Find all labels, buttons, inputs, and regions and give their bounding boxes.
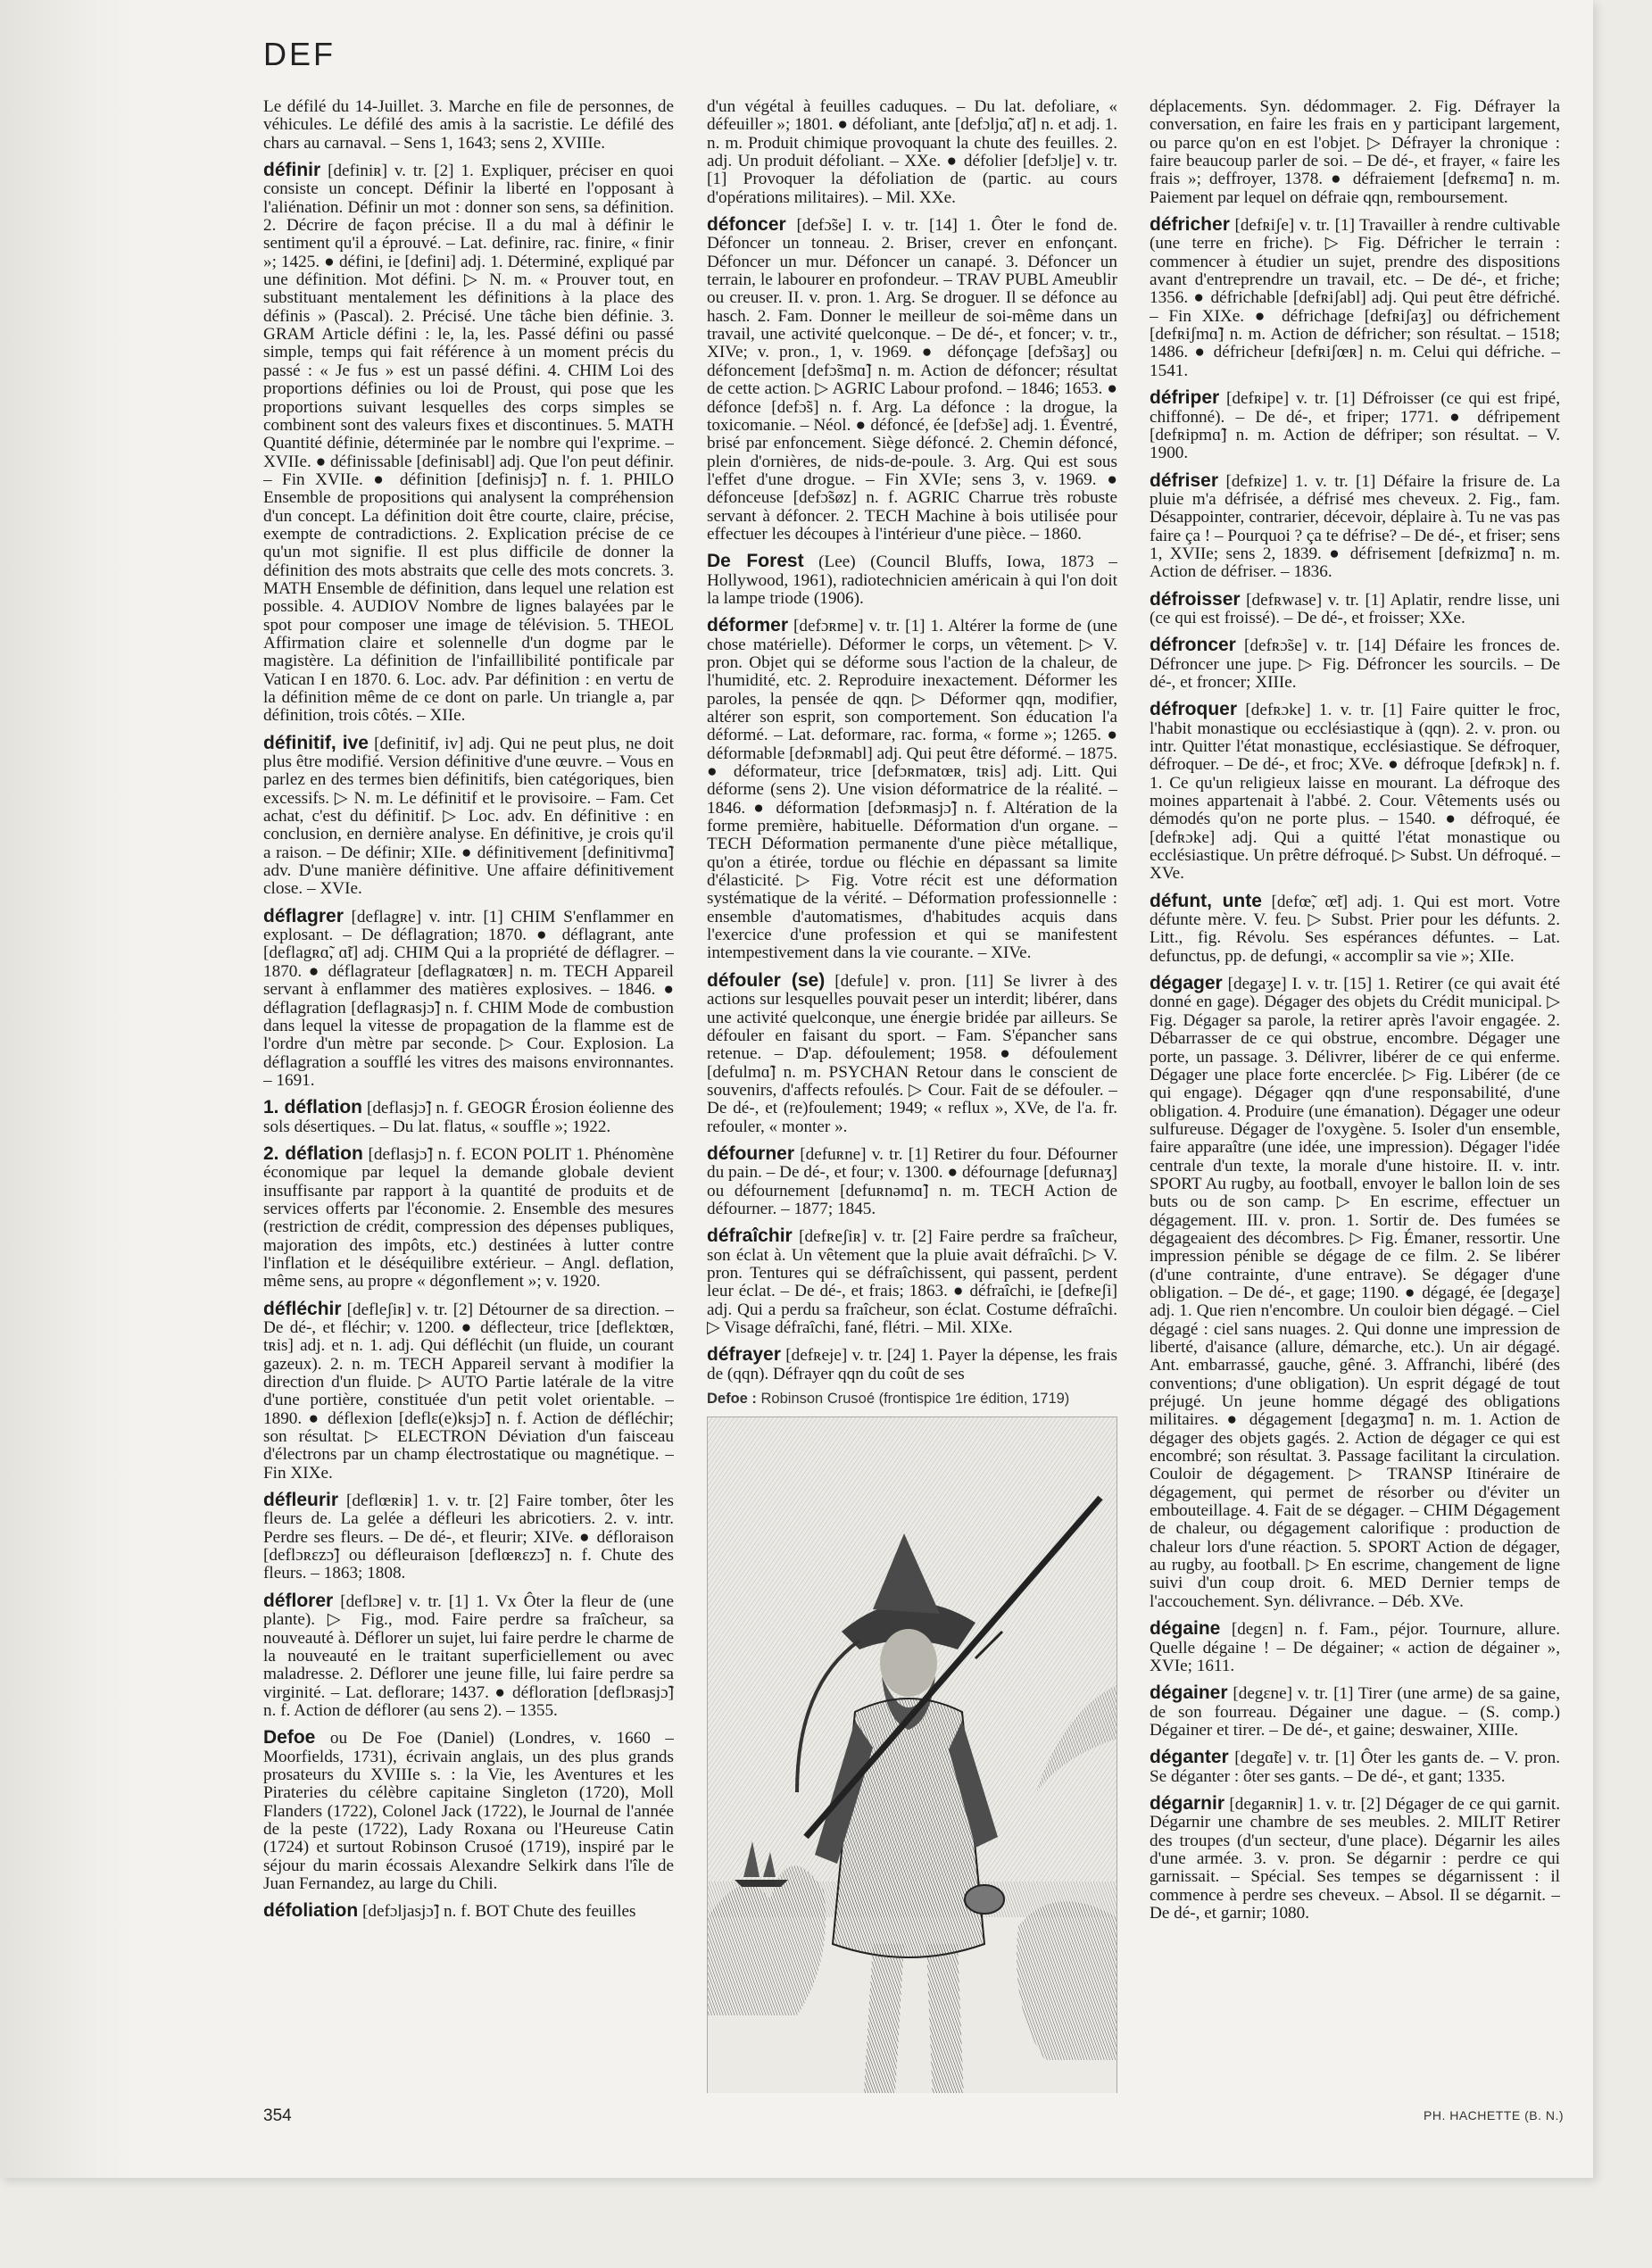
dictionary-entry	[1150, 215, 1560, 380]
entry-headword: déflorer	[263, 1590, 334, 1611]
column-3	[1150, 98, 1560, 2093]
dictionary-entry	[1150, 1748, 1560, 1786]
entry-definition: [definiʀ] v. tr. [2] 1. Expliquer, préciser en quoi consiste un concept. Définir la liberté en l'opposant à l'aliénation. Définir un mot : donner son sens, sa définition. 2. Décrire de façon précise. Il a du mal à définir le sentiment qu'il a éprouvé. – Lat. definire, rac. finire, « finir »; 1425. ● défini, ie [defini] adj. 1. Déterminé, expliqué par une définition. Mot défini. ▷ N. m. « Prouver tout, en substituant mentalement les définitions à la place des définis » (Pascal). 2. Précisé. Une tâche bien définie. 3. GRAM Article défini : le, la, les. Passé défini ou passé simple, temps qui fait référence à un moment précis du passé : « Je fus » est un passé défini. 4. CHIM Loi des proportions définies ou loi de Proust, qui pose que les proportions suivant lesquelles des corps simples se combinent sont des valeurs fixes et discontinues. 5. MATH Quantité définie, déterminée par le nombre qui l'exprime. – XVIIe. ● définissable [definisabl] adj. Que l'on peut définir. – Fin XVIIe. ● définition [definisjɔ̃] n. f. 1. PHILO Ensemble de propositions qui analysent la compréhension d'un concept. La définition doit être courte, claire, précise, exempte de contradictions. 2. Explication précise de ce qu'un mot signifie. Il est plus difficile de donner la définition des mots abstraits que celle des mots concrets. 3. MATH Ensemble de définition, dans lequel une relation est possible. 4. AUDIOV Nombre de lignes balayées par le spot pour composer une image de télévision. 5. THEOL Affirmation claire et solennelle d'un dogme par le magistère. La définition de l'infaillibilité pontificale par Vatican I en 1870. 6. Loc. adv. Par définition : en vertu de la définition même de ce dont on parle. Un triangle a, par définition, trois côtés. – XIIe.	[263, 162, 674, 726]
column-2-entries	[707, 98, 1117, 1383]
entry-definition: [deflasjɔ̃] n. f. GEOGR Érosion éolienne des sols désertiques. – Du lat. flatus, « souffle »; 1922.	[263, 1099, 674, 1136]
figure-caption-label: Defoe :	[707, 1391, 757, 1408]
entry-headword: défriper	[1150, 387, 1220, 409]
dictionary-entry	[263, 161, 674, 726]
dictionary-entry	[263, 1591, 674, 1720]
robinson-crusoe-engraving	[707, 1416, 1117, 2093]
entry-definition: Le défilé du 14-Juillet. 3. Marche en file de personnes, de véhicules. Le défilé des amis à la sacristie. Le défilé des chars au carnaval. – Sens 1, 1643; sens 2, XVIIIe.	[263, 98, 674, 153]
entry-definition: [defɔ̃se] I. v. tr. [14] 1. Ôter le fond de. Défoncer un tonneau. 2. Briser, crever en enfonçant. Défoncer un mur. Défoncer un canapé. 3. Défoncer un terrain, le labourer en profondeur. – TRAV PUBL Ameublir ou creuser. II. v. pron. 1. Arg. Se droguer. Il se défonce au hasch. 2. Fam. Donner le meilleur de soi-même dans un travail, une activité quelconque. – De dé-, et foncer; v. tr., XIVe; v. pron., 1, v. 1969. ● défonçage [defɔ̃saʒ] ou défoncement [defɔ̃smɑ̃] n. m. Action de défoncer; résultat de cette action. ▷ AGRIC Labour profond. – 1846; 1653. ● défonce [defɔ̃s] n. f. Arg. La défonce : la drogue, la toxicomanie. – Néol. ● défoncé, ée [defɔ̃se] adj. 1. Éventré, brisé par enfoncement. Siège défoncé. 2. Chemin défoncé, plein d'ornières, de nids-de-poule. 3. Arg. Qui est sous l'effet d'une drogue. – Fin XVIe; sens 3, v. 1969. ● défonceuse [defɔ̃søz] n. f. AGRIC Charrue très robuste servant à défoncer. 2. TECH Machine à bois utilisée pour effectuer les découpes à l'intérieur d'une pièce. – 1860.	[707, 216, 1117, 544]
dictionary-entry	[1150, 590, 1560, 628]
column-1	[263, 98, 674, 2093]
entry-definition: [degɛn] n. f. Fam., péjor. Tournure, allure. Quelle dégaine ! – De dégainer; « action de dégainer », XVIe; 1611.	[1150, 1620, 1560, 1675]
dictionary-entry	[263, 907, 674, 1090]
entry-headword: défroncer	[1150, 635, 1236, 656]
entry-headword: Defoe	[263, 1727, 316, 1749]
dictionary-entry	[263, 1728, 674, 1893]
entry-headword: défroquer	[1150, 699, 1238, 720]
entry-definition: [defule] v. pron. [11] Se livrer à des actions sur lesquelles pouvait peser un interdit; libérer, dans une activité quelconque, une énergie bridée par ailleurs. Se défouler en faisant du sport. – Fam. S'épancher sans retenue. – D'ap. défoulement; 1958. ● défoulement [defulmɑ̃] n. m. PSYCHAN Retour dans le conscient de souvenirs, d'affects refoulés. ▷ Cour. Fait de se défouler. – De dé-, et (re)foulement; 1949; « reflux », XVe, de l'a. fr. refouler, « monter ».	[707, 971, 1117, 1136]
entry-definition: [defɔʀme] v. tr. [1] 1. Altérer la forme de (une chose matérielle). Déformer le corps, un vêtement. ▷ V. pron. Objet qui se déforme sous l'action de la chaleur, de l'humidité, etc. 2. Reproduire inexactement. Déformer les paroles, la pensée de qqn. ▷ Déformer qqn, modifier, altérer son esprit, son comportement. Son éducation l'a déformé. – Lat. deformare, rac. forma, « forme »; 1265. ● déformable [defɔʀmabl] adj. Qui peut être déformé. – 1875. ● déformateur, trice [defɔʀmatœʀ, tʀis] adj. Litt. Qui déforme (sens 2). Une vision déformatrice de la réalité. – 1846. ● déformation [defɔʀmasjɔ̃] n. f. Altération de la forme première, habituelle. Déformation d'un organe. – TECH Déformation permanente d'une pièce métallique, qu'on a étirée, tordue ou fléchie en dépassant sa limite d'élasticité. ▷ Fig. Votre récit est une déformation systématique de la vérité. – Déformation professionnelle : ensemble d'automatismes, d'habitudes acquis dans l'exercice d'une profession et qui se manifestent intempestivement dans la vie courante. – XIVe.	[707, 617, 1117, 963]
dictionary-entry	[1150, 636, 1560, 692]
entry-headword: dégainer	[1150, 1682, 1228, 1704]
entry-definition: [defleʃiʀ] v. tr. [2] Détourner de sa direction. – De dé-, et fléchir; v. 1200. ● déflecteur, trice [deflɛktœʀ, tʀis] adj. et n. 1. adj. Qui défléchit (un fluide, un courant gazeux). 2. n. m. TECH Appareil servant à modifier la direction d'un fluide. ▷ AUTO Partie latérale de la vitre d'une portière, constituée d'un petit volet orientable. – 1890. ● déflexion [deflɛ(e)ksjɔ̃] n. f. Action de défléchir; son résultat. ▷ ELECTRON Déviation d'un faisceau d'électrons par un champ électrostatique ou magnétique. – Fin XIXe.	[263, 1300, 674, 1483]
entry-headword: défoliation	[263, 1900, 359, 1922]
entry-definition: [deflɔʀe] v. tr. [1] 1. Vx Ôter la fleur de (une plante). ▷ Fig., mod. Faire perdre sa fraîcheur, sa nouveauté à. Déflorer un sujet, lui faire perdre le charme de la nouveauté en le traitant superficiellement ou avec maladresse. 2. Déflorer une jeune fille, lui faire perdre sa virginité. – Lat. deflorare; 1437. ● défloration [deflɔʀasjɔ̃] n. f. Action de déflorer (au sens 2). – 1355.	[263, 1591, 674, 1720]
entry-headword: défraîchir	[707, 1225, 793, 1247]
entry-definition: [defɔljasjɔ̃] n. f. BOT Chute des feuilles	[361, 1902, 636, 1922]
dictionary-entry	[1150, 1794, 1560, 1923]
entry-headword: défriser	[1150, 469, 1219, 491]
entry-headword: déformer	[707, 615, 789, 636]
entry-headword: défrayer	[707, 1344, 781, 1366]
photo-credit: PH. HACHETTE (B. N.)	[1424, 2108, 1565, 2123]
entry-definition: [degɑ̃te] v. tr. [1] Ôter les gants de. – V. pron. Se déganter : ôter ses gants. – De dé-, et gant; 1335.	[1150, 1749, 1560, 1786]
entry-definition: [deflagʀe] v. intr. [1] CHIM S'enflammer en explosant. – De déflagration; 1870. ● déflagrant, ante [deflagʀɑ̃, ɑ̃t] adj. CHIM Qui a la propriété de déflagrer. – 1870. ● déflagrateur [deflagʀatœʀ] n. m. TECH Appareil servant à enflammer des matières explosives. – 1846. ● déflagration [deflagʀasjɔ̃] n. f. CHIM Mode de combustion dans lequel la vitesse de propagation de la flamme est de l'ordre d'un mètre par seconde. ▷ Cour. Explosion. La déflagration a soufflé les vitres des maisons environnantes. – 1691.	[263, 907, 674, 1090]
entry-definition: [defʀɔke] 1. v. tr. [1] Faire quitter le froc, l'habit monastique ou ecclésiastique à (qqn). 2. v. pron. ou intr. Quitter l'état monastique, ecclésiastique. Se défroquer, défroquer. – De dé-, et froc; XVe. ● défroque [defʀɔk] n. f. 1. Ce qu'un religieux laisse en mourant. La défroque des moines appartenait à l'abbé. 2. Cour. Vêtements usés ou démodés qu'on ne porte plus. – 1540. ● défroqué, ée [defʀɔke] adj. Qui a quitté l'état monastique ou ecclésiastique. Un prêtre défroqué. ▷ Subst. Un défroqué. – XVe.	[1150, 701, 1560, 884]
entry-definition: [defʀeʃiʀ] v. tr. [2] Faire perdre sa fraîcheur, son éclat à. Un vêtement que la pluie avait défraîchi. ▷ V. pron. Tentures qui se défraîchissent, qui passent, perdent leur éclat. – De dé-, et frais; 1863. ● défraîchi, ie [defʀeʃi] adj. Qui a perdu sa fraîcheur, son éclat. Costume défraîchi. ▷ Visage défraîchi, fané, flétri. – Mil. XIXe.	[707, 1227, 1117, 1337]
dictionary-entry	[1150, 388, 1560, 462]
dictionary-entry	[707, 98, 1117, 207]
dictionary-entry	[707, 215, 1117, 544]
dictionary-entry	[1150, 471, 1560, 582]
dictionary-entry	[263, 734, 674, 899]
entry-headword: dégarnir	[1150, 1792, 1225, 1814]
page-number: 354	[263, 2106, 292, 2125]
entry-definition: [defuʀne] v. tr. [1] Retirer du four. Défourner du pain. – De dé-, et four; v. 1300. ● défournage [defuʀnaʒ] ou défournement [defuʀnəmɑ̃] n. m. TECH Action de défourner. – 1877; 1845.	[707, 1144, 1117, 1218]
entry-definition: [defœ̃, œ̃t] adj. 1. Qui est mort. Votre défunte mère. V. feu. ▷ Subst. Prier pour les défunts. 2. Litt., fig. Révolu. Ses espérances défuntes. – Lat. defunctus, pp. de defungi, « accomplir sa vie »; XIIe.	[1150, 892, 1560, 966]
dictionary-entry	[263, 1144, 674, 1292]
dictionary-entry	[707, 1226, 1117, 1337]
entry-definition: [defʀɔ̃se] v. tr. [14] Défaire les fronces de. Défroncer une jupe. ▷ Fig. Défroncer les sourcils. – De dé-, et froncer; XIIIe.	[1150, 636, 1560, 692]
entry-headword: défroisser	[1150, 588, 1241, 610]
entry-definition: (Lee) (Council Bluffs, Iowa, 1873 – Hollywood, 1961), radiotechnicien américain à qui l'on doit la lampe triode (1906).	[707, 552, 1117, 608]
entry-headword: défléchir	[263, 1298, 342, 1319]
entry-definition: [degɛne] v. tr. [1] Tirer (une arme) de sa gaine, de son fourreau. Dégainer une dague. – (S. comp.) Dégainer et tirer. – De dé-, et gaine; deswainer, XIIIe.	[1150, 1684, 1560, 1740]
engraving-illustration	[708, 1417, 1117, 2093]
entry-definition: [defʀipe] v. tr. [1] Défroisser (ce qui est fripé, chiffonné). – De dé-, et friper; 1771. ● défripement [defʀipmɑ̃] n. m. Action de défriper; son résultat. – V. 1900.	[1150, 389, 1560, 463]
entry-headword: défoncer	[707, 214, 786, 236]
dictionary-entry	[1150, 1619, 1560, 1675]
entry-headword: défunt, unte	[1150, 890, 1262, 911]
entry-definition: [deflœʀiʀ] 1. v. tr. [2] Faire tomber, ôter les fleurs de. La gelée a défleuri les abricotiers. 2. v. intr. Perdre ses fleurs. – De dé-, et fleurir; XIVe. ● défloraison [deflɔʀɛzɔ̃] ou défleuraison [deflœʀɛzɔ̃] n. f. Chute des fleurs. – 1863; 1808.	[263, 1491, 674, 1583]
entry-definition: ou De Foe (Daniel) (Londres, v. 1660 – Moorfields, 1731), écrivain anglais, un des plus grands prosateurs du XVIIIe s. : la Vie, les Aventures et les Pirateries du célèbre capitaine Singleton (1720), Moll Flanders (1722), Colonel Jack (1722), le Journal de l'année de la peste (1722), Lady Roxana ou l'Heureuse Catin (1724) et surtout Robinson Crusoé (1719), inspiré par le séjour du marin écossais Alexandre Selkirk dans l'île de Juan Fernandez, au large du Chili.	[263, 1729, 674, 1893]
entry-definition: déplacements. Syn. dédommager. 2. Fig. Défrayer la conversation, en faire les frais en y participant largement, ou parce qu'on en est l'objet. ▷ Défrayer la chronique : faire beaucoup parler de soi. – De dé-, et frayer, « faire les frais »; deffroyer, 1378. ● défraiement [defʀɛmɑ̃] n. m. Paiement par lequel on défraie qqn, remboursement.	[1150, 98, 1560, 207]
entry-definition: [definitif, iv] adj. Qui ne peut plus, ne doit plus être modifié. Version définitive d'une œuvre. – Vous en parlez en des termes bien définitifs, bien catégoriques, bien excessifs. ▷ N. m. Le définitif et le provisoire. – Fam. Cet achat, c'est du définitif. ▷ Loc. adv. En définitive : en conclusion, en dernière analyse. En définitive, je crois qu'il a raison. – De définir; XIIe. ● définitivement [definitivmɑ̃] adv. D'une manière définitive. Une affaire définitivement close. – XVIe.	[263, 734, 674, 899]
entry-definition: [defʀiʃe] v. tr. [1] Travailler à rendre cultivable (une terre en friche). ▷ Fig. Défricher le terrain : commencer à étudier un sujet, prendre des dispositions avant d'entreprendre un travail, etc. – De dé-, et friche; 1356. ● défrichable [defʀiʃabl] adj. Qui peut être défriché. – Fin XIXe. ● défrichage [defʀiʃaʒ] ou défrichement [defʀiʃmɑ̃] n. m. Action de défricher; son résultat. – 1518; 1486. ● défricheur [defʀiʃœʀ] n. m. Celui qui défriche. – 1541.	[1150, 216, 1560, 380]
entry-definition: [defʀeje] v. tr. [24] 1. Payer la dépense, les frais de (qqn). Défrayer qqn du coût de ses	[707, 1346, 1117, 1383]
entry-headword: déflagrer	[263, 905, 344, 926]
dictionary-entry	[707, 971, 1117, 1136]
dictionary-entry	[263, 1300, 674, 1483]
entry-definition: d'un végétal à feuilles caduques. – Du lat. defoliare, « défeuiller »; 1801. ● défoliant, ante [defɔljɑ̃, ɑ̃t] n. et adj. 1. n. m. Produit chimique provoquant la chute des feuilles. 2. adj. Un produit défoliant. – XXe. ● défolier [defɔlje] v. tr. [1] Provoquer la défoliation de (partic. au cours d'opérations militaires). – Mil. XXe.	[707, 98, 1117, 207]
entry-headword: défricher	[1150, 214, 1230, 236]
entry-definition: [degaʀniʀ] 1. v. tr. [2] Dégager de ce qui garnit. Dégarnir une chambre de ses meubles. 2. MILIT Retirer des troupes (d'un secteur, d'une place). Dégarnir les ailes d'une armée. 3. v. pron. Se dégarnir : perdre ce qui garnissait. – Spécial. Ses tempes se dégarnissent : il commence à perdre ses cheveux. – Absol. Il se dégarnit. – De dé-, et garnir; 1080.	[1150, 1794, 1560, 1923]
entry-definition: [degaʒe] I. v. tr. [15] 1. Retirer (ce qui avait été donné en gage). Dégager des objets du Crédit municipal. ▷ Fig. Dégager sa parole, la retirer après l'avoir engagée. 2. Débarrasser de ce qui obstrue, encombre. Dégager une porte, un passage. 3. Délivrer, libérer de ce qui enferme. Dégager une place forte encerclée. ▷ Fig. Libérer (de ce qui engage). Dégager qqn d'une responsabilité, d'une obligation. 4. Produire (une émanation). Dégager une odeur sulfureuse. Dégager de l'oxygène. 5. Isoler d'un ensemble, faire apparaître (une idée, une impression). Dégager l'idée centrale d'un texte, la morale d'une histoire. II. v. intr. SPORT Au rugby, au football, envoyer le ballon loin de ses buts ou de son camp. ▷ En escrime, effectuer un dégagement. III. v. pron. 1. Sortir de. Des fumées se dégageaient des décombres. ▷ Fig. Émaner, ressortir. Une impression pénible se dégage de ce film. 2. Se libérer (d'une contrainte, d'une entrave). Se dégager d'une obligation. – De dé-, et gage; 1190. ● dégagé, ée [degaʒe] adj. 1. Que rien n'encombre. Un couloir bien dégagé. – Ciel dégagé : ciel sans nuages. 2. Qui donne une impression de liberté, d'aisance (allure, démarche, etc.). Un air dégagé. Ant. embarrassé, gauche, gêné. 3. Affranchi, libéré (des conventions; d'une obligation). Un esprit dégagé de tout préjugé. Un jeune homme dégagé des obligations militaires. ● dégagement [degaʒmɑ̃] n. m. 1. Action de dégager des objets gagés. 2. Action de dégager ce qui est encombré; son résultat. 3. Passage facilitant la circulation. Couloir de dégagement. ▷ TRANSP Itinéraire de dégagement, qui permet de résorber ou d'éviter un embouteillage. 4. Fait de se dégager. – CHIM Dégagement de chaleur, ou dégagement calorifique : production de chaleur lors d'une réaction. 5. SPORT Action de dégager, au rugby, au football. ▷ En escrime, changement de ligne suivi d'un coup droit. 6. MED Dernier temps de l'accouchement. Syn. délivrance. – Déb. XVe.	[1150, 975, 1560, 1611]
entry-definition: [defʀize] 1. v. tr. [1] Défaire la frisure de. La pluie m'a défrisée, a défrisé mes cheveux. 2. Fig., fam. Désappointer, contrarier, décevoir, déplaire à. Tu ne vas pas faire ça ! – Pourquoi ? ça te défrise? – De dé-, et friser; sens 1, XVIIe; sens 2, 1839. ● défrisement [defʀizmɑ̃] n. m. Action de défriser. – 1836.	[1150, 471, 1560, 582]
dictionary-entry	[1150, 98, 1560, 207]
figure-caption	[707, 1392, 1117, 1407]
dictionary-entry	[263, 1901, 674, 1921]
entry-headword: défouler (se)	[707, 969, 826, 991]
dictionary-entry	[1150, 974, 1560, 1611]
defoe-figure	[707, 1392, 1117, 2093]
entry-headword: définir	[263, 160, 321, 181]
dictionary-entry	[707, 552, 1117, 608]
page-edge-shadow	[0, 0, 134, 2178]
running-head: DEF	[263, 36, 336, 72]
entry-headword: 1. déflation	[263, 1097, 362, 1118]
entry-headword: déganter	[1150, 1747, 1229, 1768]
dictionary-entry	[707, 616, 1117, 963]
dictionary-entry	[1150, 1683, 1560, 1740]
figure-caption-text: Robinson Crusoé (frontispice 1re édition, 1719)	[760, 1391, 1070, 1408]
entry-headword: défourner	[707, 1142, 795, 1164]
dictionary-entry	[263, 98, 674, 153]
dictionary-entry	[1150, 892, 1560, 966]
column-2	[707, 98, 1117, 2093]
dictionary-entry	[263, 1098, 674, 1136]
entry-headword: définitif, ive	[263, 732, 369, 753]
dictionary-entry	[707, 1144, 1117, 1218]
dictionary-entry	[1150, 700, 1560, 883]
entry-headword: De Forest	[707, 551, 804, 572]
dictionary-entry	[707, 1345, 1117, 1383]
entry-headword: dégager	[1150, 973, 1223, 994]
entry-headword: défleurir	[263, 1490, 339, 1511]
entry-definition: [defʀwase] v. tr. [1] Aplatir, rendre lisse, uni (ce qui est froissé). – De dé-, et froisser; XXe.	[1150, 590, 1560, 627]
entry-definition: [deflasjɔ̃] n. f. ECON POLIT 1. Phénomène économique par lequel la demande globale devient insuffisante par rapport à la quantité de produits et de services offerts par l'économie. 2. Ensemble des mesures (restriction de crédit, compression des dépenses publiques, majoration des impôts, etc.) destinées à lutter contre l'inflation et le déséquilibre extérieur. – Angl. deflation, même sens, au propre « dégonflement »; v. 1920.	[263, 1144, 674, 1292]
entry-headword: dégaine	[1150, 1618, 1221, 1640]
dictionary-entry	[263, 1491, 674, 1583]
entry-headword: 2. déflation	[263, 1142, 363, 1164]
